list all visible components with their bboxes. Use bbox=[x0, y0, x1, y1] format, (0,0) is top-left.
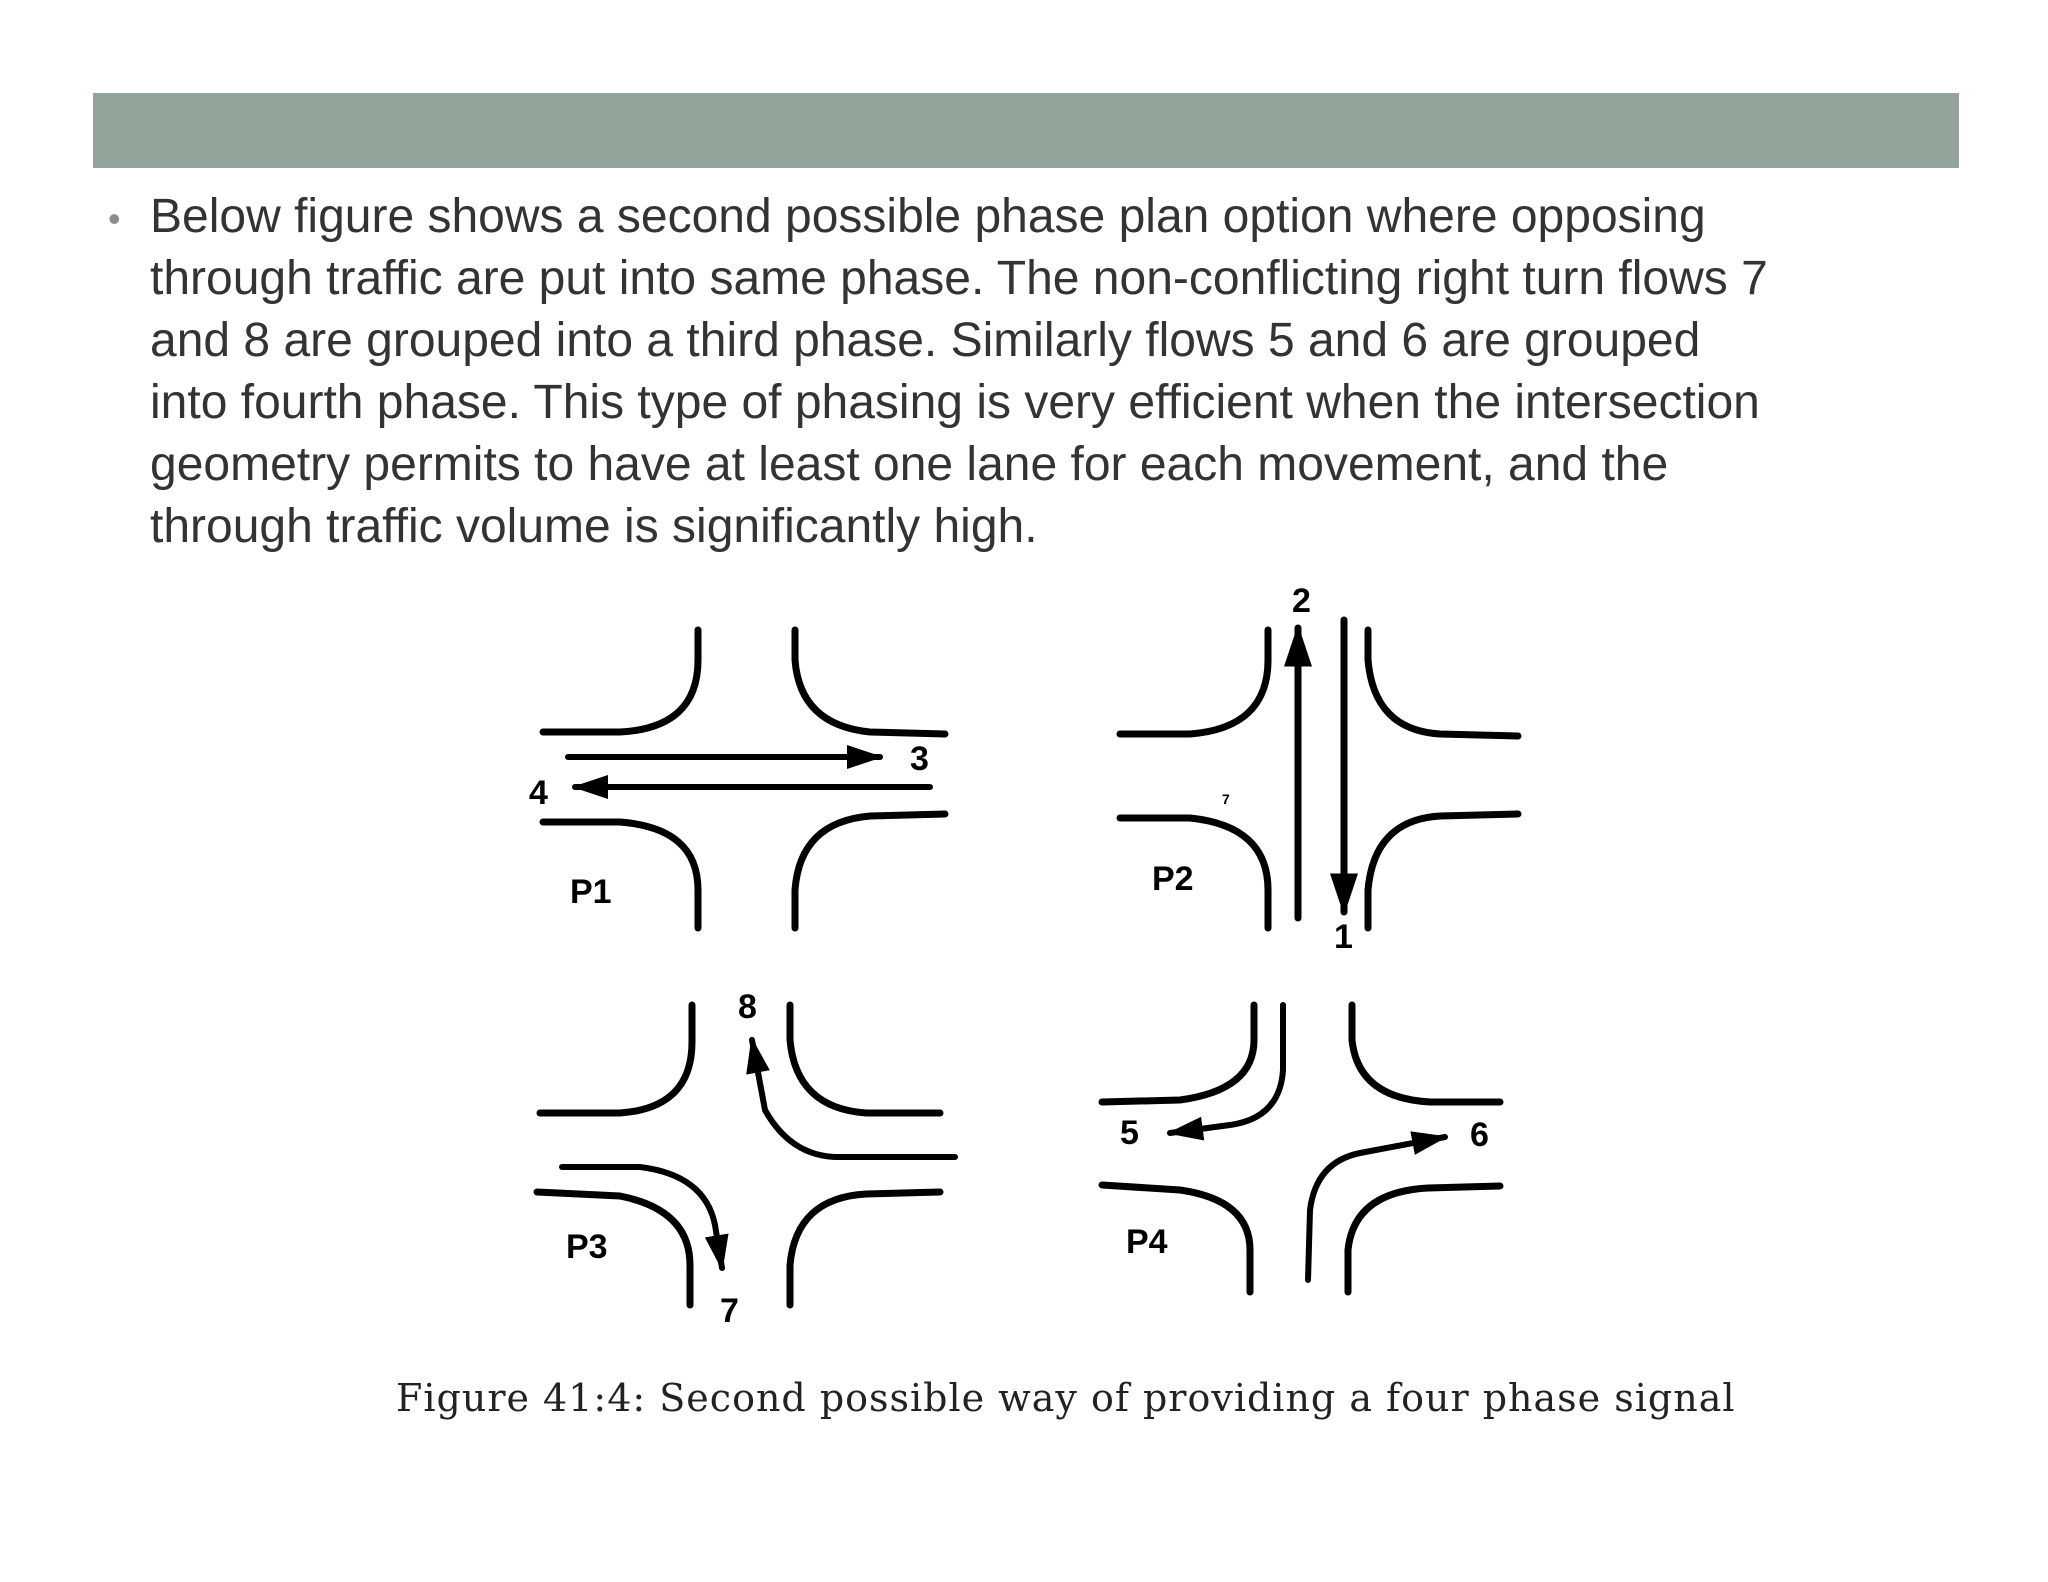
p3-curb-se bbox=[790, 1192, 940, 1305]
p2-flow-2: 2 bbox=[1292, 582, 1311, 620]
p2-curb-nw bbox=[1120, 630, 1268, 734]
p4-flow-6: 6 bbox=[1470, 1116, 1489, 1154]
p2-curb-se bbox=[1368, 814, 1518, 928]
p2-small-label: 7 bbox=[1222, 791, 1230, 807]
p1-flow-3: 3 bbox=[910, 740, 929, 778]
p1-curb-sw bbox=[543, 822, 698, 928]
figure-caption: Figure 41:4: Second possible way of providing a four phase signal bbox=[396, 1376, 1736, 1420]
p3-curb-nw bbox=[540, 1005, 692, 1113]
p3-flow-7: 7 bbox=[720, 1292, 739, 1330]
p4-curb-nw bbox=[1102, 1005, 1254, 1102]
p1-flow-4: 4 bbox=[529, 774, 548, 812]
p4-arrow-5 bbox=[1170, 1005, 1283, 1133]
p2-curb-sw bbox=[1120, 818, 1268, 928]
p3-curb-sw bbox=[537, 1192, 690, 1305]
p3-arrow-8 bbox=[752, 1040, 955, 1157]
p4-curb-sw bbox=[1102, 1185, 1250, 1292]
p3-label: P3 bbox=[566, 1228, 608, 1266]
p4-flow-5: 5 bbox=[1120, 1114, 1139, 1152]
p1-curb-nw bbox=[543, 630, 698, 732]
p4-curb-se bbox=[1348, 1186, 1500, 1292]
p2-label: P2 bbox=[1152, 860, 1194, 898]
p4-curb-ne bbox=[1352, 1005, 1500, 1102]
body-paragraph: Below figure shows a second possible phase plan option where opposing through traffic are put into same phase. The non-conflicting right turn flows 7 and 8 are grouped into a third phase. Similarly flows 5 and 6 are grouped into fourth phase. This type of phasing is very efficient when the intersection geometry permits to have at least one lane for each movement, and the through traffic volume is significantly high. bbox=[150, 190, 1768, 553]
p1-curb-se bbox=[795, 814, 945, 928]
p3-curb-ne bbox=[790, 1005, 940, 1113]
p3-flow-8: 8 bbox=[738, 988, 757, 1026]
p4-arrow-6 bbox=[1308, 1137, 1445, 1280]
p4-label: P4 bbox=[1126, 1223, 1168, 1261]
p1-label: P1 bbox=[570, 873, 612, 911]
p1-curb-ne bbox=[795, 630, 945, 734]
bullet-dot: • bbox=[108, 198, 121, 239]
p2-curb-ne bbox=[1368, 630, 1518, 736]
p2-flow-1: 1 bbox=[1334, 918, 1353, 956]
